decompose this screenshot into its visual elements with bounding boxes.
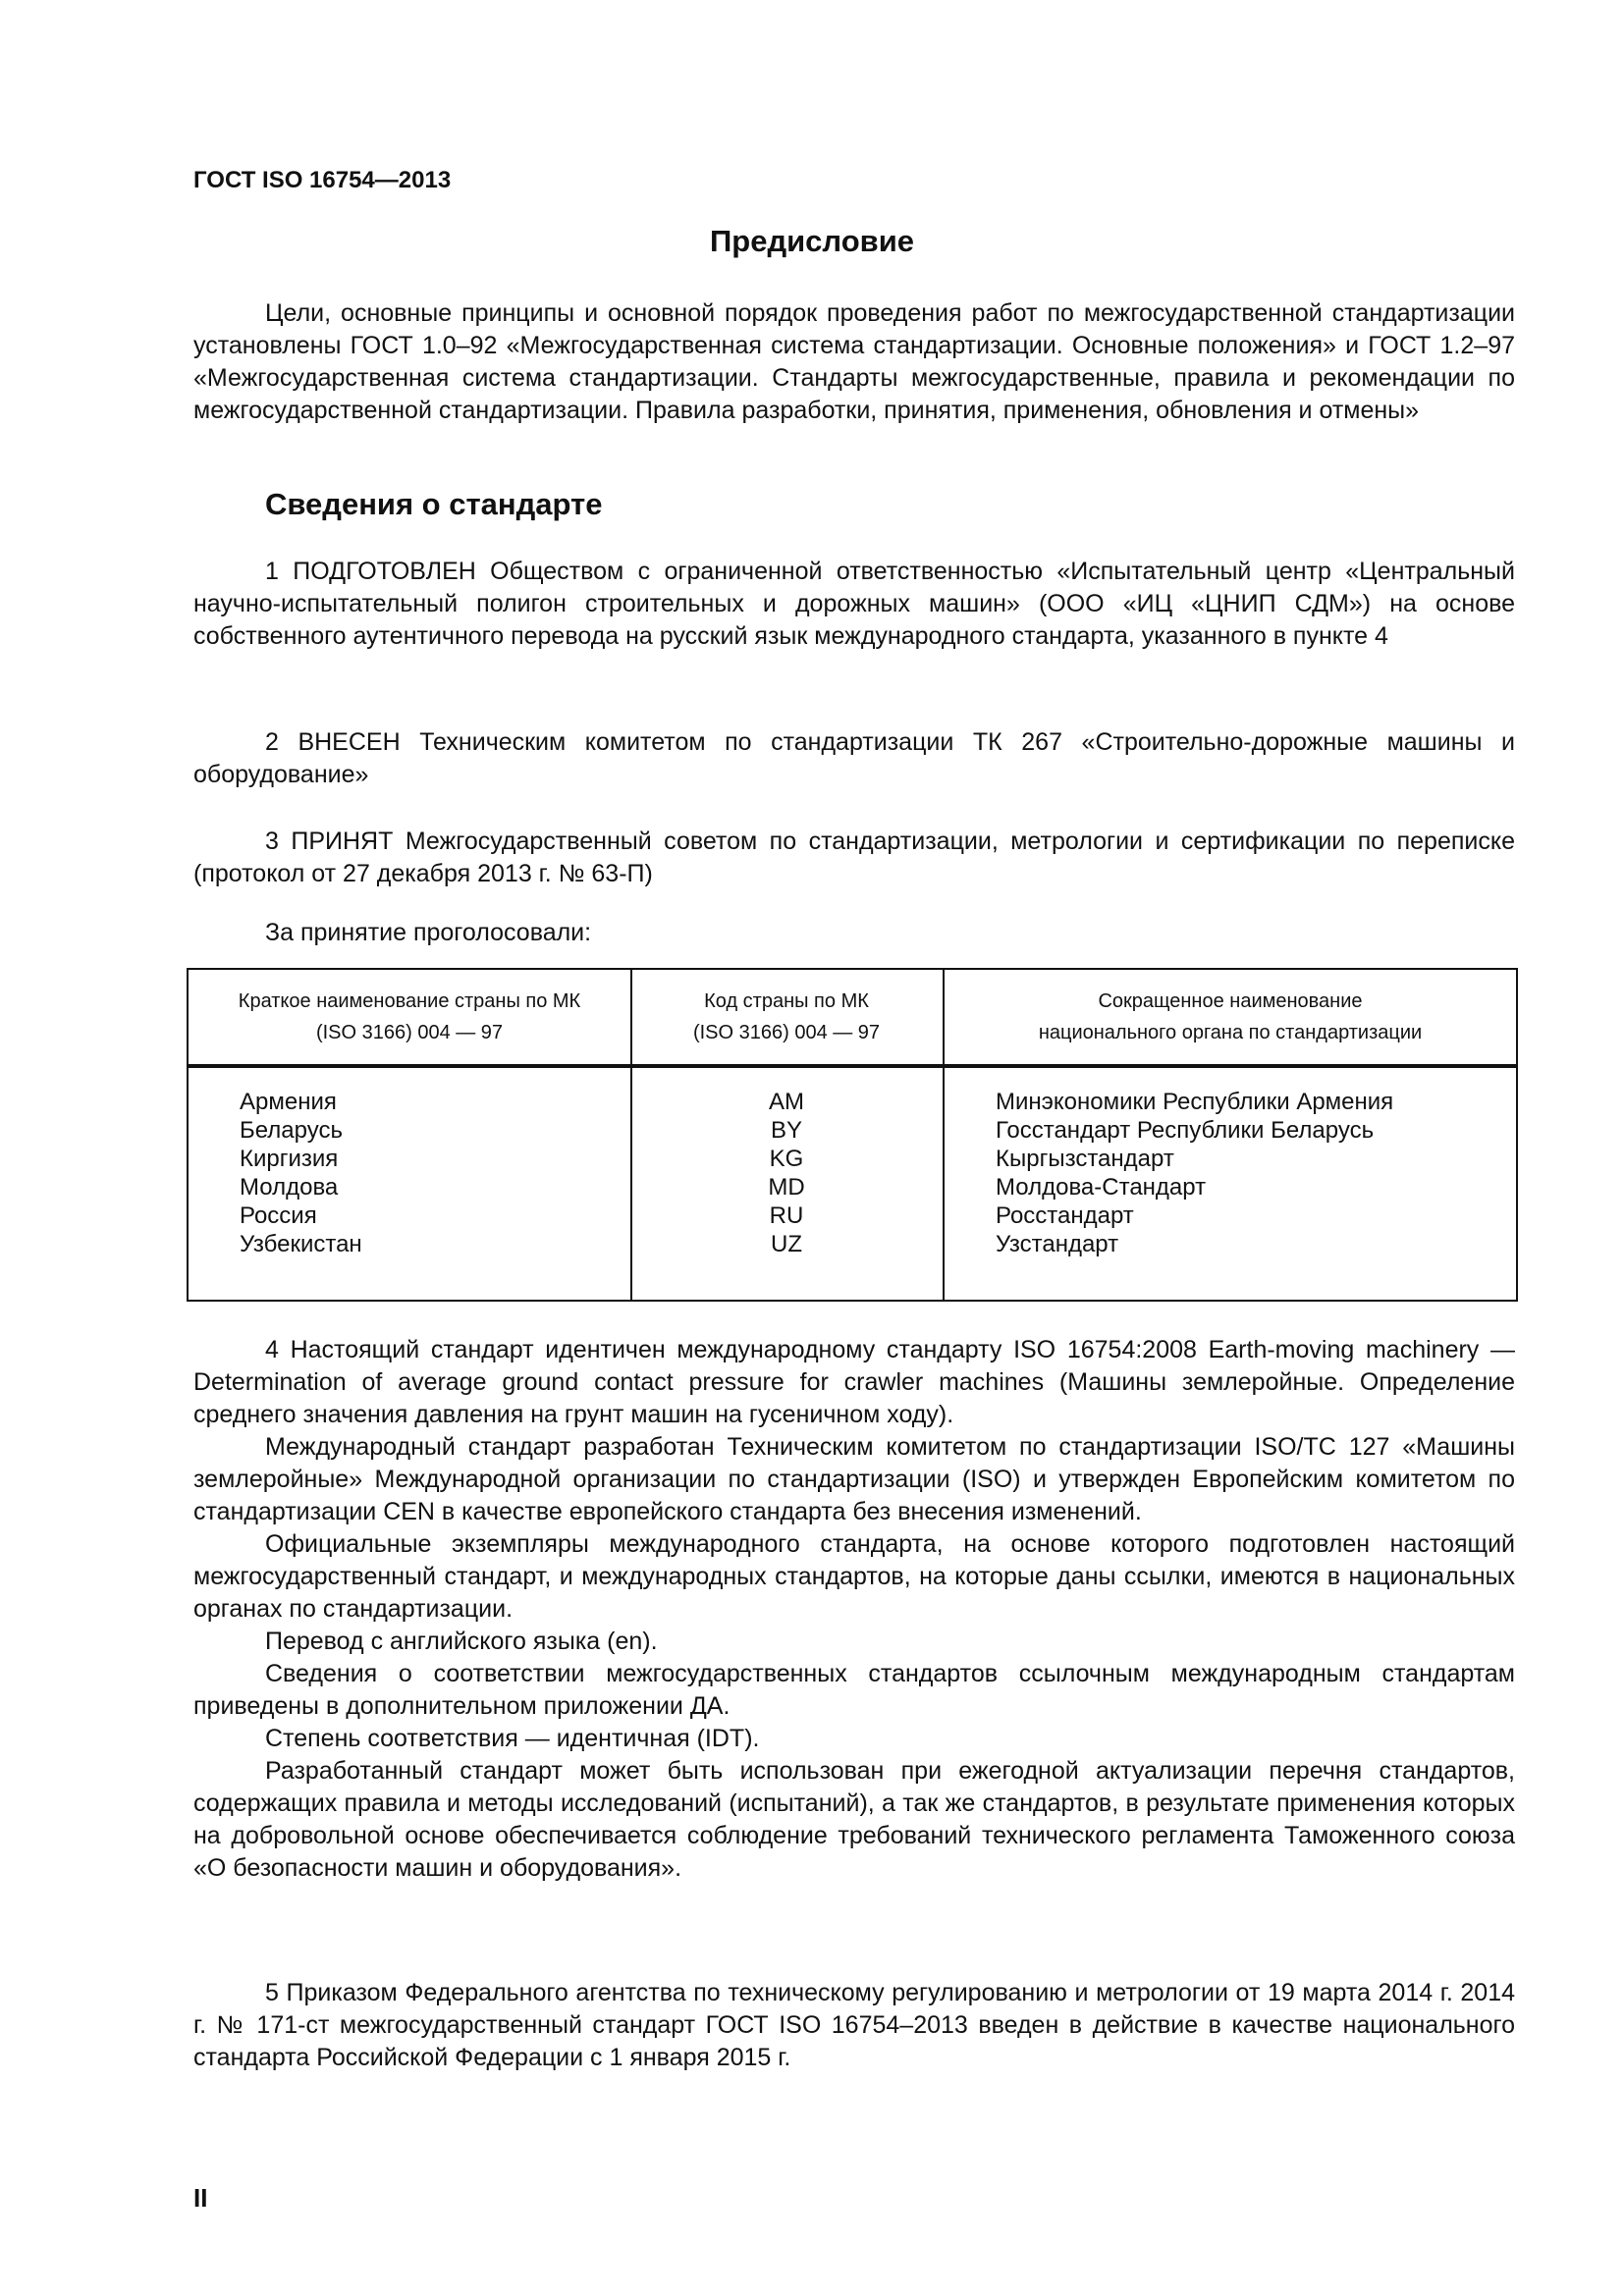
national-body-column [996, 1088, 1506, 1258]
table-cell-code: RU [769, 1202, 804, 1229]
document-code: ГОСТ ISO 16754—2013 [193, 167, 452, 193]
table-cell-code: AM [769, 1089, 804, 1115]
voted-label: За принятие проголосовали: [265, 919, 592, 946]
header-code-line-1: Код страны по МК [704, 990, 869, 1012]
table-cell-body: Росстандарт [996, 1202, 1134, 1229]
table-cell-code: BY [770, 1117, 802, 1144]
item-5-enacted: 5 Приказом Федерального агентства по техническому регулированию и метрологии от 19 марта 2014 г. 2014 г. № 171-ст межгосударственный стандарт ГОСТ ISO 16754–2013 введен в действие в качестве национального стандарта Российской Федерации с 1 января 2015 г. [193, 1979, 1515, 2071]
item-4-paragraph: Степень соответствия — идентичная (IDT). [265, 1725, 760, 1752]
table-cell-code: MD [768, 1174, 805, 1201]
header-body-line-2: национального органа по стандартизации [1038, 1022, 1423, 1043]
foreword-paragraph: Цели, основные принципы и основной порядок проведения работ по межгосударственной стандартизации установлены ГОСТ 1.0–92 «Межгосударственная система стандартизации. Основные положения» и ГОСТ 1.2–97 «Межгосударственная система стандартизации. Стандарты межгосударственные, правила и рекомендации по межгосударственной стандартизации. Правила разработки, принятия, применения, обновления и отмены» [193, 299, 1515, 424]
table-cell-body: Кыргызстандарт [996, 1146, 1174, 1172]
header-country-line-2: (ISO 3166) 004 — 97 [315, 1022, 504, 1043]
item-4-paragraph: Сведения о соответствии межгосударственных стандартов ссылочным международным стандартам приведены в дополнительном приложении ДА. [193, 1660, 1515, 1720]
item-1-prepared: 1 ПОДГОТОВЛЕН Обществом с ограниченной ответственностью «Испытательный центр «Центральный научно-испытательный полигон строительных и дорожных машин» (ООО «ИЦ «ЦНИП СДМ») на основе собственного аутентичного перевода на русский язык международного стандарта, указанного в пункте 4 [193, 558, 1515, 650]
item-3-adopted: 3 ПРИНЯТ Межгосударственный советом по стандартизации, метрологии и сертификации по переписке (протокол от 27 декабря 2013 г. № 63-П) [193, 828, 1515, 887]
table-cell-country: Молдова [240, 1174, 339, 1201]
header-national-body [943, 986, 1518, 1048]
table-cell-country: Армения [240, 1089, 337, 1115]
item-4-paragraph: 4 Настоящий стандарт идентичен международному стандарту ISO 16754:2008 Earth-moving machinery — Determination of average ground contact pressure for crawler machines (Машины землеройные. Определение среднего значения давления на грунт машин на гусеничном ходу). [193, 1336, 1515, 1428]
country-code-column [630, 1088, 943, 1258]
header-country-line-1: Краткое наименование страны по МК [238, 990, 581, 1012]
item-4-paragraph: Перевод с английского языка (en). [265, 1628, 658, 1655]
standard-info-title: Сведения о стандарте [265, 487, 603, 521]
table-cell-body: Минэкономики Республики Армения [996, 1089, 1394, 1115]
table-cell-country: Беларусь [240, 1117, 343, 1144]
item-4-paragraph: Разработанный стандарт может быть использован при ежегодной актуализации перечня стандартов, содержащих правила и методы исследований (испытаний), а так же стандартов, в результате применения которых на добровольной основе обеспечивается соблюдение требований технического регламента Таможенного союза «О безопасности машин и оборудования». [193, 1757, 1515, 1882]
foreword-title: Предисловие [709, 224, 914, 258]
table-cell-country: Россия [240, 1202, 317, 1229]
item-4-paragraph: Официальные экземпляры международного стандарта, на основе которого подготовлен настоящий межгосударственный стандарт, и международных стандартов, на которые даны ссылки, имеются в национальных органах по стандартизации. [193, 1530, 1515, 1623]
header-code-line-2: (ISO 3166) 004 — 97 [692, 1022, 881, 1043]
country-name-column [240, 1088, 623, 1258]
item-4-paragraph: Международный стандарт разработан Техническим комитетом по стандартизации ISO/TC 127 «Машины землеройные» Международной организации по стандартизации (ISO) и утвержден Европейским комитетом по стандартизации CEN в качестве европейского стандарта без внесения изменений. [193, 1433, 1515, 1525]
table-cell-code: UZ [771, 1231, 802, 1257]
table-cell-country: Киргизия [240, 1146, 339, 1172]
table-cell-country: Узбекистан [240, 1231, 362, 1257]
header-country-name [189, 986, 630, 1048]
item-2-introduced: 2 ВНЕСЕН Техническим комитетом по стандартизации ТК 267 «Строительно-дорожные машины и оборудование» [193, 728, 1515, 788]
table-cell-body: Узстандарт [996, 1231, 1119, 1257]
table-cell-body: Молдова-Стандарт [996, 1174, 1207, 1201]
table-cell-body: Госстандарт Республики Беларусь [996, 1117, 1375, 1144]
item-4-block [193, 1334, 1515, 1885]
header-country-code [630, 986, 943, 1048]
table-cell-code: KG [769, 1146, 804, 1172]
table-header-divider [189, 1064, 1516, 1068]
header-body-line-1: Сокращенное наименование [1098, 990, 1363, 1012]
voting-table [187, 968, 1518, 1302]
page-number: II [193, 2183, 208, 2213]
